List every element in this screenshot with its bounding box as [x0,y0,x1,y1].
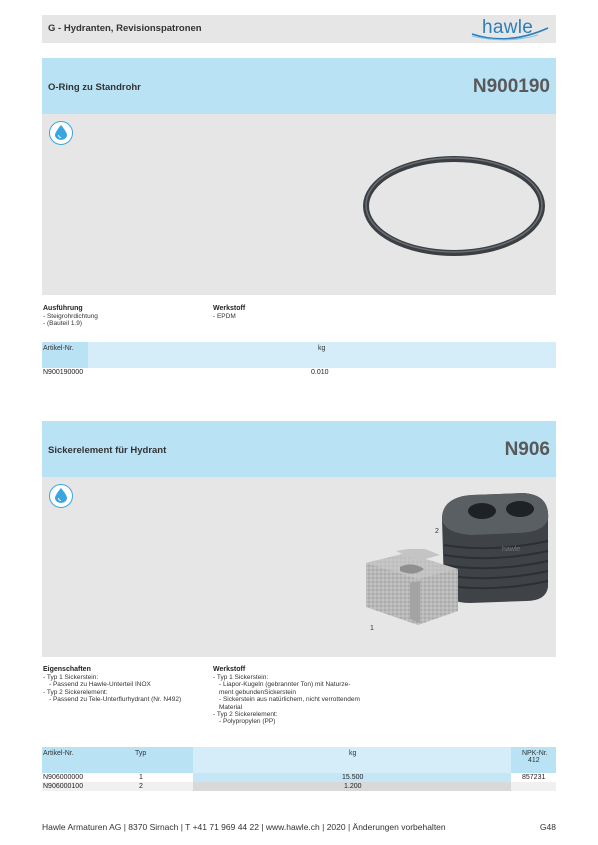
logo-text: hawle [482,17,534,38]
product-name: Sickerelement für Hydrant [48,445,167,456]
item-label-2: 2 [435,528,439,535]
spec-werkstoff-heading: Werkstoff [213,305,246,312]
spec-line: - Steigrohrdichtung [43,313,98,320]
spec-line: ment gebundenSickerstein [219,688,296,696]
col-npk: NPK-Nr. [522,750,548,757]
embossed-logo: hawle [502,546,521,553]
cell-kg: 0.010 [311,369,329,376]
page-number: G48 [539,822,556,832]
spec-line: - Typ 1 Sickerstein: [43,674,99,681]
spec-line: - Typ 2 Sickerelement: [213,711,278,719]
product-band-n906 [42,421,556,477]
o-ring-image [362,154,552,258]
page-header [42,15,556,43]
spec-werkstoff-list [213,313,236,320]
spec-line: - Polypropylen (PP) [219,718,276,726]
sickerstein-image [360,549,470,629]
spec-line: - Typ 1 Sickerstein: [213,674,269,681]
cell-article: N906000100 [43,783,84,790]
spec-werkstoff-list [213,674,360,726]
product-code: N906 [504,439,550,460]
product-code: N900190 [472,76,550,97]
spec-line: - Passend zu Tele-Unterflurhydrant (Nr. N492) [49,696,182,704]
spec-werkstoff-heading: Werkstoff [213,666,246,673]
section-title: G - Hydranten, Revisionspatronen [48,23,202,34]
col-kg: kg [318,345,326,352]
table-header [42,747,556,773]
hawle-logo [468,16,552,42]
col-article: Artikel-Nr. [43,750,74,757]
spec-line: Material [219,703,243,711]
cell-kg: 15.500 [342,774,364,781]
spec-line: - (Bauteil 1.9) [43,320,83,328]
spec-line: - Sickerstein aus natürlichem, nicht verrottendem [219,696,360,704]
spec-ausfuehrung-heading: Ausführung [43,305,83,312]
col-npk-number: 412 [528,757,540,764]
cell-article: N906000000 [43,774,84,781]
cell-typ: 2 [139,783,143,790]
spec-line: - Liapor-Kugeln (gebrannter Ton) mit Naturze- [219,681,351,689]
cell-npk: 857231 [522,774,546,781]
cell-article: N900190000 [43,369,84,376]
col-article: Artikel-Nr. [43,345,74,352]
footer-company-info: Hawle Armaturen AG | 8370 Sirnach | T +41 71 969 44 22 | www.hawle.ch | 2020 | Änderungen vorbehalten [42,822,446,832]
spec-eigenschaften-heading: Eigenschaften [43,666,91,673]
cell-kg: 1.200 [344,783,362,790]
table-row [42,368,556,377]
product-image-panel [42,477,556,657]
col-kg: kg [349,750,357,757]
water-drop-icon [49,121,73,145]
spec-line: - Passend zu Hawle-Unterteil INOX [49,681,151,689]
item-label-1: 1 [370,625,374,632]
table-row [42,773,556,782]
product-band-n900190 [42,58,556,114]
cell-typ: 1 [139,774,143,781]
product-name: O-Ring zu Standrohr [48,82,141,93]
spec-eigenschaften-list [43,674,181,704]
table-header [42,342,556,368]
spec-line: - Typ 2 Sickerelement: [43,688,108,696]
col-typ: Typ [135,750,147,757]
table-row [42,782,556,791]
product-image-panel [42,114,556,295]
water-drop-icon [49,484,73,508]
spec-line: - EPDM [213,313,236,320]
spec-ausfuehrung-list [43,313,98,328]
